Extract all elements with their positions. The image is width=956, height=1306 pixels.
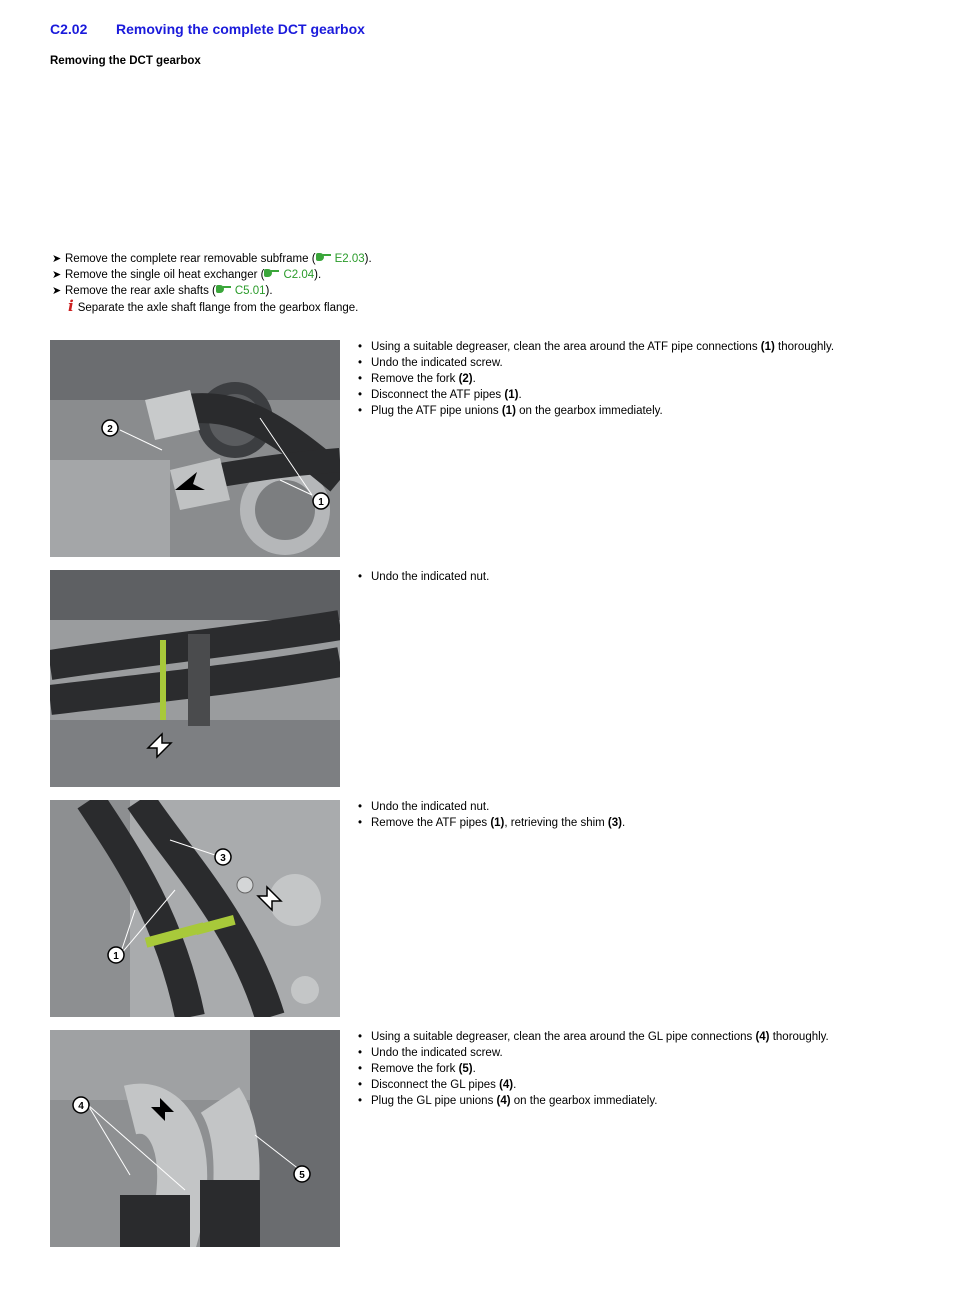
info-note [68, 297, 358, 315]
section-heading [50, 21, 365, 37]
section-title: Removing the complete DCT gearbox [116, 21, 365, 37]
list-item: • Using a suitable degreaser, clean the area around the GL pipe connections (4) thoroughly. [358, 1031, 829, 1043]
list-item: • Disconnect the GL pipes (4). [358, 1079, 517, 1091]
step-list [52, 251, 372, 299]
list-item: • Disconnect the ATF pipes (1). [358, 389, 522, 401]
instruction-list [358, 339, 834, 419]
instruction-list [358, 799, 625, 831]
photo-gl-pipe-connections [50, 1030, 340, 1247]
svg-text:5: 5 [299, 1170, 305, 1181]
step-item: ➤ Remove the single oil heat exchanger ( C2.04). [52, 269, 322, 281]
callout-label [108, 947, 124, 963]
note-text: Separate the axle shaft flange from the gearbox flange. [77, 302, 359, 314]
list-item: • Undo the indicated nut. [358, 801, 490, 813]
section-number: C2.02 [50, 21, 88, 37]
arrow-right-icon: ➤ [52, 269, 62, 281]
subsection-title: Removing the DCT gearbox [50, 55, 201, 67]
list-item: • Remove the fork (2). [358, 373, 476, 385]
list-item: • Remove the ATF pipes (1), retrieving the shim (3). [358, 817, 626, 829]
list-item: • Undo the indicated screw. [358, 357, 503, 369]
photo-atf-pipe-connections [50, 340, 340, 557]
instruction-list [358, 569, 489, 585]
pointing-hand-icon [216, 285, 231, 293]
svg-text:4: 4 [78, 1101, 84, 1112]
pointing-hand-icon [316, 253, 331, 261]
step-item: ➤ Remove the rear axle shafts ( C5.01). [52, 285, 273, 297]
step-item: ➤ Remove the complete rear removable subframe ( E2.03). [52, 253, 372, 265]
arrow-right-icon: ➤ [52, 285, 62, 297]
reference-link[interactable]: E2.03 [316, 253, 365, 265]
list-item: • Plug the GL pipe unions (4) on the gearbox immediately. [358, 1095, 658, 1107]
photo-pipe-clamp-nut [50, 570, 340, 787]
svg-text:1: 1 [113, 951, 119, 962]
instruction-list [358, 1029, 829, 1109]
photo-atf-pipes-shim [50, 800, 340, 1017]
list-item: • Undo the indicated screw. [358, 1047, 503, 1059]
reference-link[interactable]: C5.01 [216, 285, 266, 297]
callout-label [102, 420, 118, 436]
svg-text:1: 1 [318, 497, 324, 508]
reference-link[interactable]: C2.04 [264, 269, 314, 281]
arrow-right-icon: ➤ [52, 253, 62, 265]
callout-label [215, 849, 231, 865]
list-item: • Plug the ATF pipe unions (1) on the gearbox immediately. [358, 405, 663, 417]
info-icon: i [68, 297, 74, 315]
callout-label [313, 493, 329, 509]
pointing-hand-icon [264, 269, 279, 277]
list-item: • Remove the fork (5). [358, 1063, 476, 1075]
list-item: • Using a suitable degreaser, clean the area around the ATF pipe connections (1) thoroughly. [358, 341, 835, 353]
svg-text:2: 2 [107, 424, 113, 435]
callout-label [294, 1166, 310, 1182]
list-item: • Undo the indicated nut. [358, 571, 490, 583]
callout-label [73, 1097, 89, 1113]
svg-text:3: 3 [220, 853, 226, 864]
